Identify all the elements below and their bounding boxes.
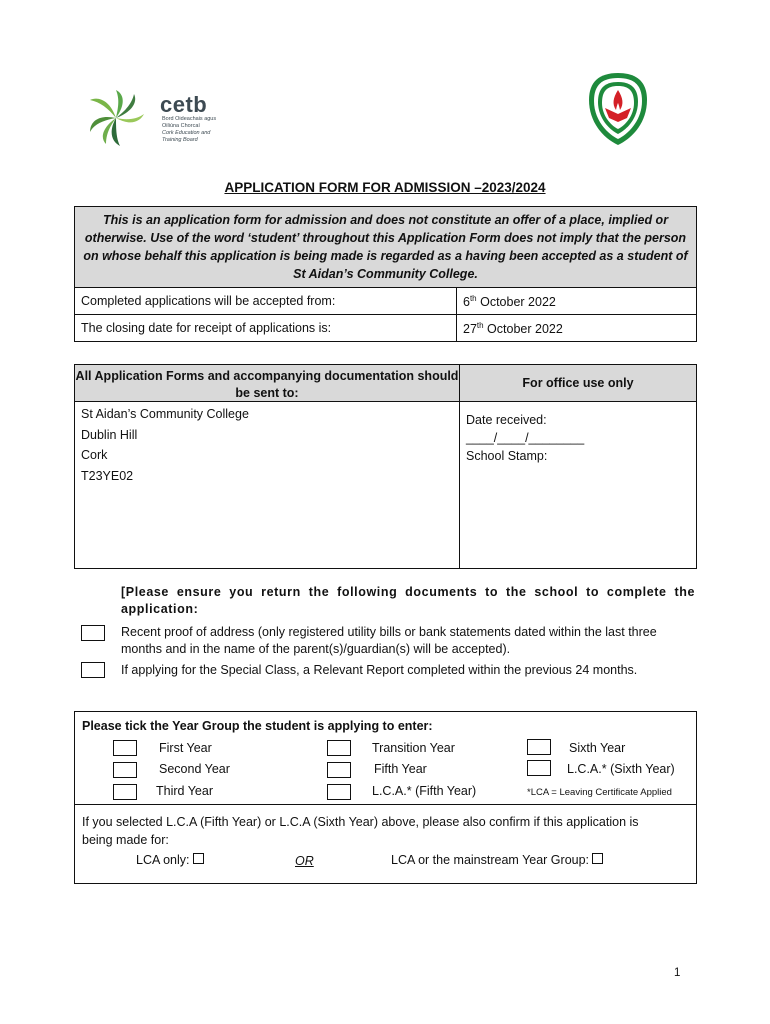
transition-year-label: Transition Year — [372, 741, 455, 755]
address-line: T23YE02 — [81, 468, 134, 483]
address-line: Cork — [81, 448, 108, 462]
intro-table — [74, 206, 697, 342]
page-number: 1 — [674, 967, 681, 979]
sixth-year-label: Sixth Year — [569, 741, 626, 755]
closing-date-row — [75, 315, 696, 341]
closing-date-label: The closing date for receipt of applications is: — [75, 315, 457, 341]
address-heading: All Application Forms and accompanying documentation should be sent to: — [75, 365, 459, 402]
school-crest-icon — [585, 70, 651, 148]
year-group-title: Please tick the Year Group the student is applying to enter: — [82, 719, 433, 733]
second-year-checkbox[interactable] — [113, 762, 137, 778]
address-line: Dublin Hill — [81, 427, 138, 442]
fifth-year-label: Fifth Year — [374, 762, 427, 776]
cetb-wordmark: cetb — [160, 92, 208, 117]
office-use-heading: For office use only — [460, 365, 696, 402]
lca-only-option: LCA only: — [136, 853, 204, 867]
special-class-report-item: If applying for the Special Class, a Relevant Report completed within the previous 24 months. — [121, 663, 638, 677]
date-received-label: Date received: — [466, 413, 547, 427]
intro-disclaimer: This is an application form for admission and does not constitute an offer of a place, implied or otherwise. Use of the word ‘student’ throughout this Application Form does not imply that the person on whose behalf this application is being made is regarded as a having been accepted as a student of St Aidan’s Community College. — [75, 207, 696, 288]
sixth-year-checkbox[interactable] — [527, 739, 551, 755]
lca-fifth-year-checkbox[interactable] — [327, 784, 351, 800]
accept-from-label: Completed applications will be accepted from: — [75, 288, 457, 314]
cetb-subtext: Bord Oideachais agus Oiliúna Chorcaí Cork Education and Training Board — [162, 116, 217, 143]
lca-sixth-year-checkbox[interactable] — [527, 760, 551, 776]
office-use-area[interactable] — [460, 402, 696, 474]
form-title: APPLICATION FORM FOR ADMISSION –2023/2024 — [224, 180, 546, 195]
third-year-label: Third Year — [156, 784, 213, 798]
lca-or-mainstream-option: LCA or the mainstream Year Group: — [391, 853, 603, 867]
first-year-checkbox[interactable] — [113, 740, 137, 756]
lca-or-mainstream-checkbox[interactable] — [592, 853, 603, 864]
fifth-year-checkbox[interactable] — [327, 762, 351, 778]
first-year-label: First Year — [159, 741, 212, 755]
address-office-table — [74, 364, 697, 569]
lca-fifth-year-label: L.C.A.* (Fifth Year) — [372, 784, 477, 798]
address-line: St Aidan’s Community College — [81, 407, 249, 421]
documents-heading: [Please ensure you return the following documents to the school to complete the application: — [121, 585, 695, 616]
lca-question: If you selected L.C.A (Fifth Year) or L.C.A (Sixth Year) above, please also confirm if this application is being made for: — [82, 815, 639, 847]
second-year-label: Second Year — [159, 762, 230, 776]
transition-year-checkbox[interactable] — [327, 740, 351, 756]
or-separator: OR — [295, 854, 314, 868]
accept-from-date: 6th October 2022 — [463, 294, 556, 310]
accept-from-row — [75, 288, 696, 315]
lca-footnote: *LCA = Leaving Certificate Applied — [527, 787, 672, 798]
school-address — [75, 402, 459, 488]
special-class-report-checkbox[interactable] — [81, 662, 105, 678]
date-received-field[interactable]: ____/____/________ — [466, 431, 585, 445]
proof-of-address-item: Recent proof of address (only registered utility bills or bank statements dated within the last three months and in the name of the parent(s)/guardian(s) will be accepted). — [121, 625, 657, 656]
school-stamp-label: School Stamp: — [466, 449, 548, 463]
lca-sixth-year-label: L.C.A.* (Sixth Year) — [567, 762, 675, 776]
proof-of-address-checkbox[interactable] — [81, 625, 105, 641]
closing-date-value: 27th October 2022 — [463, 321, 563, 337]
lca-only-checkbox[interactable] — [193, 853, 204, 864]
third-year-checkbox[interactable] — [113, 784, 137, 800]
year-group-table — [74, 711, 697, 884]
